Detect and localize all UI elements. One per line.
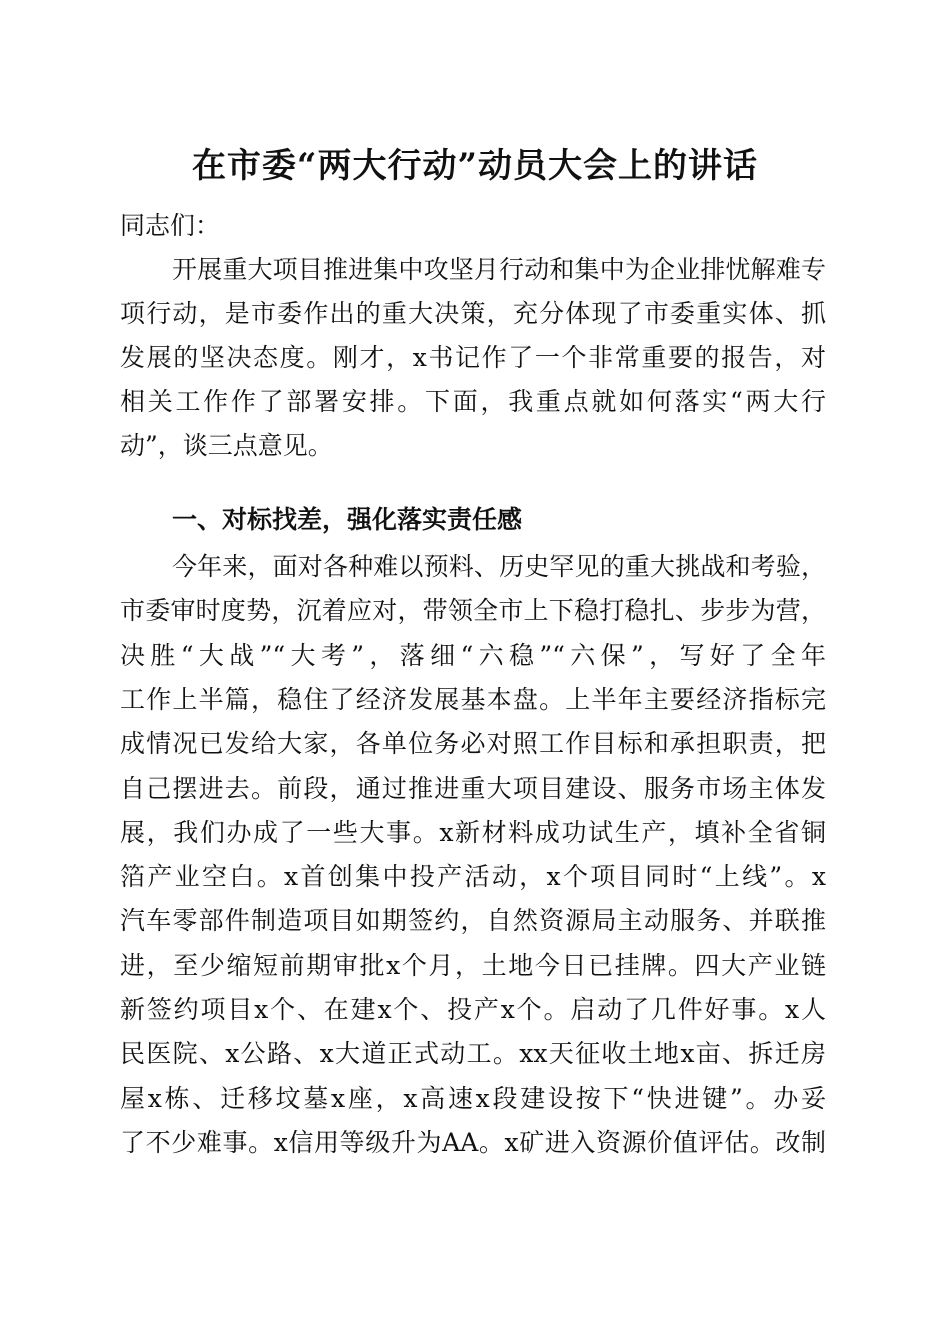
salutation: 同志们： (120, 211, 221, 240)
paragraph-line: 新签约项目x个、在建x个、投产x个。启动了几件好事。x人 (120, 995, 826, 1024)
paragraph-line: 动”，谈三点意见。 (120, 431, 333, 460)
paragraph-line: 成情况已发给大家，各单位务必对照工作目标和承担职责，把 (120, 729, 826, 759)
paragraph-line: 了不少难事。x信用等级升为AA。x矿进入资源价值评估。改制 (120, 1127, 826, 1157)
document-title: 在市委“两大行动”动员大会上的讲话 (191, 146, 759, 186)
paragraph-line: 自己摆进去。前段，通过推进重大项目建设、服务市场主体发 (120, 773, 826, 803)
paragraph-line: 箔产业空白。x首创集中投产活动，x个项目同时“上线”。x (120, 862, 826, 892)
paragraph-line: 发展的坚决态度。刚才，x书记作了一个非常重要的报告，对 (120, 343, 826, 372)
paragraph-line: 展，我们办成了一些大事。x新材料成功试生产，填补全省铜 (120, 817, 826, 847)
paragraph-line: 屋x栋、迁移坟墓x座，x高速x段建设按下“快进键”。办妥 (120, 1083, 826, 1113)
paragraph-line: 进，至少缩短前期审批x个月，土地今日已挂牌。四大产业链 (120, 950, 826, 980)
paragraph-line: 今年来，面对各种难以预料、历史罕见的重大挑战和考验， (172, 552, 826, 581)
paragraph-line: 决胜“大战”“大考”，落细“六稳”“六保”，写好了全年 (120, 640, 826, 670)
section-heading: 一、对标找差，强化落实责任感 (172, 505, 523, 534)
paragraph-line: 汽车零部件制造项目如期签约，自然资源局主动服务、并联推 (120, 906, 826, 936)
paragraph-line: 工作上半篇，稳住了经济发展基本盘。上半年主要经济指标完 (120, 684, 826, 714)
paragraph-line: 开展重大项目推进集中攻坚月行动和集中为企业排忧解难专 (172, 255, 826, 284)
paragraph-line: 市委审时度势，沉着应对，带领全市上下稳打稳扎、步步为营， (120, 596, 826, 626)
paragraph-line: 项行动，是市委作出的重大决策，充分体现了市委重实体、抓 (120, 299, 826, 328)
paragraph-line: 民医院、x公路、x大道正式动工。xx天征收土地x亩、拆迁房 (120, 1039, 826, 1069)
paragraph-line: 相关工作作了部署安排。下面，我重点就如何落实“两大行 (120, 387, 826, 416)
